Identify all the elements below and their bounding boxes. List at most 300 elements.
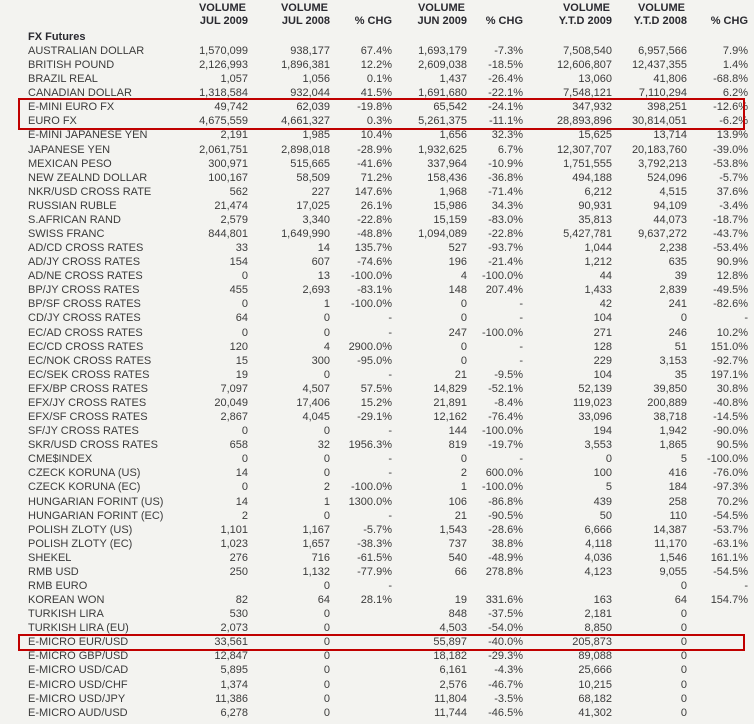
cell-value: 20,183,760 [631, 143, 687, 156]
cell-value [330, 621, 392, 635]
cell-value: 14,829 [433, 382, 467, 395]
cell-value: 12,606,807 [556, 59, 612, 72]
cell-value: 21 [454, 368, 467, 381]
cell-value: -95.0% [357, 354, 392, 367]
cell-value: 2,576 [439, 678, 467, 691]
cell-value: 0 [323, 636, 330, 649]
cell-value: 1,985 [302, 129, 330, 142]
cell-value: 34.3% [491, 199, 523, 212]
cell-value: 0 [323, 453, 330, 466]
cell-value: 6,278 [220, 706, 248, 719]
table-row [0, 171, 754, 185]
cell-value: 67.4% [360, 45, 392, 57]
cell-value: 144 [448, 425, 467, 438]
row-label: E-MINI EURO FX [28, 101, 115, 114]
cell-value: -46.5% [488, 706, 523, 719]
cell-value: 66 [454, 565, 467, 578]
column-header-line1: VOLUME [280, 2, 328, 14]
row-label: BRITISH POUND [28, 59, 115, 72]
row-label: HUNGARIAN FORINT (US) [28, 495, 164, 508]
cell-value: 1,044 [584, 242, 612, 255]
cell-value: -100.0% [707, 453, 748, 466]
cell-value: -92.7% [713, 354, 748, 367]
cell-value: -5.7% [363, 523, 392, 536]
cell-value: 229 [593, 354, 612, 367]
cell-value: 2,191 [220, 129, 248, 142]
cell-value: 100 [593, 467, 612, 480]
section-title: FX Futures [28, 31, 86, 43]
cell-value: 4,507 [302, 382, 330, 395]
cell-value: 5 [605, 481, 612, 494]
cell-value: -3.5% [494, 692, 523, 705]
cell-value: 241 [668, 298, 687, 311]
cell-value: 41,806 [653, 73, 687, 86]
cell-value: 207.4% [485, 284, 523, 297]
cell-value: 15,625 [578, 129, 612, 142]
cell-value: 158,436 [427, 171, 467, 184]
cell-value: -100.0% [351, 270, 392, 283]
table-row [0, 523, 754, 537]
cell-value: -37.5% [488, 608, 523, 621]
cell-value: 2,609,038 [418, 59, 467, 72]
cell-value [330, 706, 392, 720]
table-row [0, 509, 754, 523]
cell-value: 607 [311, 256, 330, 269]
cell-value: 19 [235, 368, 248, 381]
cell-value: 12.2% [360, 59, 392, 72]
cell-value [687, 706, 748, 720]
cell-value: 1,932,625 [418, 143, 467, 156]
cell-value: -4.3% [494, 664, 523, 677]
cell-value: -18.7% [713, 213, 748, 226]
cell-value: -48.8% [357, 228, 392, 241]
cell-value: - [388, 368, 392, 381]
column-header-line1: VOLUME [637, 2, 685, 14]
cell-value: -76.4% [488, 411, 523, 424]
cell-value: 11,804 [434, 692, 467, 705]
row-label: BRAZIL REAL [28, 73, 98, 86]
row-label: MEXICAN PESO [28, 157, 112, 170]
cell-value: 1,546 [659, 551, 687, 564]
cell-value: 515,665 [290, 157, 330, 170]
row-label: RUSSIAN RUBLE [28, 199, 117, 212]
row-label: BP/JY CROSS RATES [28, 284, 140, 297]
table-row [0, 692, 754, 706]
cell-value: -100.0% [482, 481, 523, 494]
cell-value: 0 [241, 481, 248, 494]
cell-value [330, 635, 392, 649]
cell-value: 18,182 [433, 650, 467, 663]
cell-value: 94,109 [653, 199, 687, 212]
cell-value: -63.1% [713, 537, 748, 550]
column-header-line1: VOLUME [198, 2, 246, 14]
cell-value: 32.3% [491, 129, 523, 142]
label-column-spacer [0, 2, 188, 28]
table-row [0, 649, 754, 663]
table-row [0, 466, 754, 480]
column-header [612, 2, 687, 28]
row-label: E-MICRO EUR/USD [28, 636, 129, 649]
cell-value: 37.6% [716, 185, 748, 198]
cell-value: 337,964 [427, 157, 467, 170]
column-header-line2: % CHG [710, 15, 748, 27]
cell-value: 0 [460, 354, 467, 367]
cell-value: -49.5% [713, 284, 748, 297]
cell-value: 33,561 [214, 636, 248, 649]
cell-value: 0 [460, 312, 467, 325]
cell-value: 439 [593, 495, 612, 508]
row-label: HUNGARIAN FORINT (EC) [28, 509, 164, 522]
row-label: NKR/USD CROSS RATE [28, 185, 152, 198]
cell-value: 1.4% [722, 59, 748, 72]
cell-value: 28,893,896 [556, 115, 612, 128]
column-header-line2: JUN 2009 [417, 15, 467, 27]
column-header-line1 [330, 2, 392, 15]
cell-value: 0 [680, 636, 687, 649]
cell-value: -38.3% [357, 537, 392, 550]
cell-value [687, 607, 748, 621]
cell-value: 3,340 [302, 213, 330, 226]
column-header-line2: % CHG [485, 15, 523, 27]
cell-value: 540 [448, 551, 467, 564]
cell-value: -12.6% [713, 101, 748, 114]
cell-value: 151.0% [710, 340, 748, 353]
table-body [0, 44, 754, 720]
table-row [0, 311, 754, 325]
table-row [0, 621, 754, 635]
cell-value: 38,718 [653, 411, 687, 424]
cell-value: -83.1% [357, 284, 392, 297]
cell-value: 10,215 [578, 678, 612, 691]
cell-value: 12,162 [433, 411, 467, 424]
cell-value: -76.0% [713, 467, 748, 480]
cell-value: 0 [323, 664, 330, 677]
table-row [0, 593, 754, 607]
cell-value: 0 [323, 678, 330, 691]
cell-value: 7,097 [220, 382, 248, 395]
cell-value: 0 [680, 608, 687, 621]
cell-value: 90.5% [716, 439, 748, 452]
cell-value: 0 [241, 453, 248, 466]
cell-value: 2 [241, 509, 248, 522]
cell-value: 1956.3% [348, 439, 392, 452]
cell-value: 1,132 [302, 565, 330, 578]
table-row [0, 255, 754, 269]
cell-value: 562 [229, 185, 248, 198]
cell-value: 5,261,375 [418, 115, 467, 128]
cell-value: 0 [680, 692, 687, 705]
cell-value: 35 [674, 368, 687, 381]
column-header-line2: JUL 2008 [281, 15, 330, 27]
table-row [0, 565, 754, 579]
cell-value: -48.9% [488, 551, 523, 564]
column-header-line1: VOLUME [562, 2, 610, 14]
cell-value: 7,508,540 [563, 45, 612, 57]
cell-value: 2900.0% [348, 340, 392, 353]
cell-value: 494,188 [572, 171, 612, 184]
cell-value: -100.0% [351, 298, 392, 311]
cell-value [467, 579, 523, 593]
cell-value: 90,931 [578, 199, 612, 212]
table-row [0, 44, 754, 58]
cell-value: -5.7% [719, 171, 748, 184]
cell-value: 197.1% [710, 368, 748, 381]
cell-value: 1,057 [220, 73, 248, 86]
cell-value: 250 [229, 565, 248, 578]
table-row [0, 72, 754, 86]
table-row [0, 86, 754, 100]
cell-value: 11,386 [215, 692, 248, 705]
row-label: SKR/USD CROSS RATES [28, 439, 158, 452]
cell-value: 135.7% [354, 242, 392, 255]
table-row [0, 607, 754, 621]
cell-value: 1,433 [584, 284, 612, 297]
table-row [0, 396, 754, 410]
cell-value: 6.2% [722, 87, 748, 100]
cell-value: -100.0% [351, 481, 392, 494]
table-row [0, 452, 754, 466]
column-header-line2: % CHG [354, 15, 392, 27]
table-row [0, 368, 754, 382]
cell-value: 161.1% [710, 551, 748, 564]
table-row [0, 283, 754, 297]
cell-value: 1,101 [220, 523, 248, 536]
cell-value: 11,170 [654, 537, 687, 550]
cell-value: 4,118 [585, 537, 612, 550]
cell-value: 0 [680, 579, 687, 592]
cell-value: 0 [323, 467, 330, 480]
cell-value: 5,427,781 [563, 228, 612, 241]
row-label: POLISH ZLOTY (US) [28, 523, 133, 536]
cell-value: -100.0% [482, 326, 523, 339]
cell-value: 4,503 [439, 622, 467, 635]
cell-value: 100,167 [208, 171, 248, 184]
cell-value: 524,096 [647, 171, 687, 184]
cell-value: 1,693,179 [418, 45, 467, 57]
cell-value: -52.1% [488, 382, 523, 395]
cell-value: - [388, 579, 392, 592]
cell-value: 13 [317, 270, 330, 283]
table-row [0, 410, 754, 424]
cell-value: 455 [229, 284, 248, 297]
cell-value: 14 [317, 242, 330, 255]
cell-value: 737 [448, 537, 467, 550]
cell-value: -22.1% [488, 87, 523, 100]
cell-value [687, 692, 748, 706]
row-label: TURKISH LIRA [28, 608, 104, 621]
cell-value: 163 [593, 594, 612, 607]
cell-value: 0 [241, 270, 248, 283]
table-row [0, 537, 754, 551]
table-row [0, 114, 754, 128]
row-label: S.AFRICAN RAND [28, 213, 121, 226]
cell-value: 12,437,355 [631, 59, 687, 72]
column-header [330, 2, 392, 28]
cell-value: 64 [674, 594, 687, 607]
cell-value: -22.8% [488, 228, 523, 241]
cell-value: 4,675,559 [199, 115, 248, 128]
cell-value: 1,691,680 [418, 87, 467, 100]
cell-value [523, 579, 612, 593]
cell-value: 1,318,584 [199, 87, 248, 100]
cell-value: 276 [229, 551, 248, 564]
cell-value: -19.8% [357, 101, 392, 114]
cell-value: 2,579 [220, 213, 248, 226]
table-row [0, 143, 754, 157]
cell-value: 278.8% [485, 565, 523, 578]
cell-value: 4,515 [659, 185, 687, 198]
cell-value: 1,896,381 [281, 59, 330, 72]
cell-value: 15,159 [433, 213, 467, 226]
cell-value: 17,406 [296, 396, 330, 409]
cell-value: 28.1% [360, 594, 392, 607]
cell-value: 65,542 [433, 101, 467, 114]
cell-value: 1 [460, 481, 467, 494]
cell-value: -61.5% [357, 551, 392, 564]
cell-value: 12,307,707 [556, 143, 612, 156]
cell-value [330, 692, 392, 706]
cell-value: 62,039 [296, 101, 330, 114]
column-header-line2: Y.T.D 2009 [558, 15, 612, 27]
cell-value: 0 [241, 298, 248, 311]
cell-value: 246 [668, 326, 687, 339]
cell-value: 119,023 [573, 396, 612, 409]
cell-value: -54.5% [713, 565, 748, 578]
cell-value: -90.5% [488, 509, 523, 522]
cell-value: 1,942 [659, 425, 687, 438]
cell-value: 9,637,272 [638, 228, 687, 241]
cell-value: 0 [323, 692, 330, 705]
table-row [0, 185, 754, 199]
table-row [0, 297, 754, 311]
cell-value: 3,792,213 [638, 157, 687, 170]
cell-value: 64 [235, 312, 248, 325]
table-row [0, 551, 754, 565]
cell-value: 398,251 [647, 101, 687, 114]
cell-value: -3.4% [719, 199, 748, 212]
row-label: BP/SF CROSS RATES [28, 298, 141, 311]
row-label: NEW ZEALND DOLLAR [28, 171, 148, 184]
cell-value [188, 579, 248, 593]
column-header [248, 2, 330, 28]
cell-value: -22.8% [357, 213, 392, 226]
cell-value: 39,850 [653, 382, 687, 395]
cell-value: -90.0% [713, 425, 748, 438]
row-label: E-MICRO USD/CHF [28, 678, 128, 691]
cell-value: -11.1% [488, 115, 523, 128]
cell-value: 0 [323, 509, 330, 522]
cell-value: - [388, 326, 392, 339]
cell-value: 716 [311, 551, 330, 564]
cell-value: 331.6% [485, 594, 523, 607]
cell-value: -53.7% [713, 523, 748, 536]
row-label: AD/CD CROSS RATES [28, 242, 144, 255]
cell-value: 51 [674, 340, 687, 353]
cell-value: - [388, 312, 392, 325]
cell-value: 50 [599, 509, 612, 522]
cell-value: 0 [323, 706, 330, 719]
cell-value: 12.8% [716, 270, 748, 283]
table-row [0, 382, 754, 396]
cell-value [687, 621, 748, 635]
table-row [0, 354, 754, 368]
cell-value: 148 [448, 284, 467, 297]
cell-value: -82.6% [713, 298, 748, 311]
cell-value: 0 [680, 664, 687, 677]
column-header-line2: JUL 2009 [199, 15, 248, 27]
cell-value: 13.9% [716, 129, 748, 142]
cell-value: 2,126,993 [199, 59, 248, 72]
column-header [188, 2, 248, 28]
cell-value: 2,867 [220, 411, 248, 424]
cell-value: 1,865 [659, 439, 687, 452]
cell-value: 0 [460, 340, 467, 353]
cell-value: 1,968 [439, 185, 467, 198]
cell-value: 635 [668, 256, 687, 269]
cell-value: 21 [454, 509, 467, 522]
cell-value: 0 [323, 312, 330, 325]
row-label: AD/JY CROSS RATES [28, 256, 141, 269]
cell-value: 41,302 [578, 706, 612, 719]
cell-value: 13,060 [578, 73, 612, 86]
cell-value: 3,153 [659, 354, 687, 367]
cell-value: 0 [323, 425, 330, 438]
cell-value: 0 [605, 453, 612, 466]
cell-value: 527 [448, 242, 467, 255]
cell-value: -7.3% [494, 45, 523, 57]
cell-value: 10.2% [716, 326, 748, 339]
cell-value: 44,073 [653, 213, 687, 226]
row-label: E-MICRO AUD/USD [28, 706, 128, 719]
cell-value: 55,897 [433, 636, 467, 649]
cell-value: 41.5% [360, 87, 392, 100]
cell-value: 6,212 [584, 185, 612, 198]
cell-value: 0 [323, 326, 330, 339]
cell-value: 6,161 [439, 664, 467, 677]
cell-value: -29.1% [357, 411, 392, 424]
table-row [0, 227, 754, 241]
table-row [0, 635, 754, 649]
cell-value: 154 [229, 256, 248, 269]
cell-value: 44 [599, 270, 612, 283]
cell-value: 58,509 [296, 171, 330, 184]
cell-value: 2,073 [220, 622, 248, 635]
cell-value: -53.8% [713, 157, 748, 170]
cell-value: 6.7% [497, 143, 523, 156]
cell-value: -18.5% [488, 59, 523, 72]
table-row [0, 438, 754, 452]
cell-value: 0 [323, 608, 330, 621]
cell-value: -28.9% [357, 143, 392, 156]
table-row [0, 128, 754, 142]
cell-value: 300,971 [208, 157, 248, 170]
cell-value: 0 [680, 622, 687, 635]
row-label: EURO FX [28, 115, 77, 128]
cell-value: - [744, 579, 748, 592]
column-header-line1 [687, 2, 748, 15]
cell-value: 5 [680, 453, 687, 466]
row-label: RMB USD [28, 565, 79, 578]
cell-value: 194 [593, 425, 612, 438]
table-row [0, 579, 754, 593]
cell-value: 17,025 [296, 199, 330, 212]
cell-value: 658 [229, 439, 248, 452]
cell-value: - [388, 467, 392, 480]
column-header-line1 [467, 2, 523, 15]
cell-value: 26.1% [360, 199, 392, 212]
cell-value: 12,847 [214, 650, 248, 663]
cell-value: 2,061,751 [199, 143, 248, 156]
